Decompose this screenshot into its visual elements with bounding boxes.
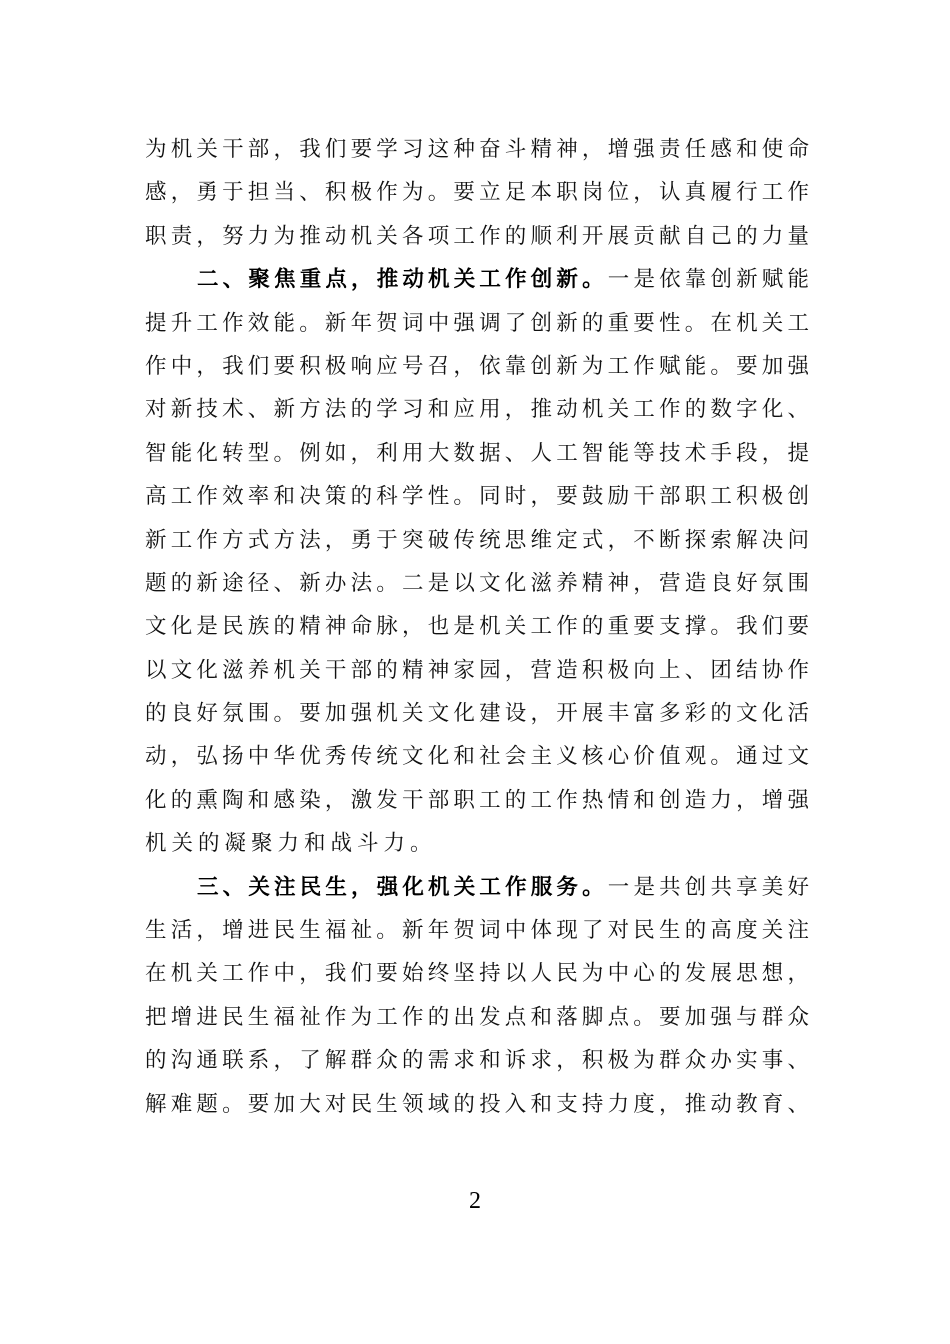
text-line: 高工作效率和决策的科学性。同时，要鼓励干部职工积极创 [145,484,809,510]
section-heading-line [145,258,809,301]
text-line: 机关的凝聚力和战斗力。 [145,831,437,857]
section-heading: 二、聚焦重点，推动机关工作创新。 [197,267,608,293]
text-line: 化的熏陶和感染，激发干部职工的工作热情和创造力，增强 [145,787,809,813]
text-line: 感，勇于担当、积极作为。要立足本职岗位，认真履行工作 [145,180,809,206]
section-heading: 三、关注民生，强化机关工作服务。 [197,874,608,900]
text-line: 解难题。要加大对民生领域的投入和支持力度，推动教育、 [145,1091,809,1117]
text-line: 生活，增进民生福祉。新年贺词中体现了对民生的高度关注 [145,918,809,944]
text-line: 作中，我们要积极响应号召，依靠创新为工作赋能。要加强 [145,353,809,379]
text-line: 对新技术、新方法的学习和应用，推动机关工作的数字化、 [145,397,809,423]
section-heading-line [145,866,809,909]
text-line: 把增进民生福祉作为工作的出发点和落脚点。要加强与群众 [145,1004,809,1030]
text-run: 一是共创共享美好 [607,874,809,900]
page-number: 2 [469,1188,481,1214]
text-line: 在机关工作中，我们要始终坚持以人民为中心的发展思想， [145,961,809,987]
text-line: 以文化滋养机关干部的精神家园，营造积极向上、团结协作 [145,657,809,683]
body-text [145,128,809,1126]
text-line: 动，弘扬中华优秀传统文化和社会主义核心价值观。通过文 [145,744,809,770]
text-line: 智能化转型。例如，利用大数据、人工智能等技术手段，提 [145,440,809,466]
text-line: 新工作方式方法，勇于突破传统思维定式，不断探索解决问 [145,527,809,553]
text-line: 职责，努力为推动机关各项工作的顺利开展贡献自己的力量 [145,223,809,249]
text-run: 一是依靠创新赋能 [607,267,809,293]
text-line: 的良好氛围。要加强机关文化建设，开展丰富多彩的文化活 [145,701,809,727]
text-line: 为机关干部，我们要学习这种奋斗精神，增强责任感和使命 [145,137,809,162]
text-line: 题的新途径、新办法。二是以文化滋养精神，营造良好氛围 [145,570,809,596]
text-line: 的沟通联系，了解群众的需求和诉求，积极为群众办实事、 [145,1048,809,1074]
text-line: 提升工作效能。新年贺词中强调了创新的重要性。在机关工 [145,310,809,336]
text-line: 文化是民族的精神命脉，也是机关工作的重要支撑。我们要 [145,614,809,640]
